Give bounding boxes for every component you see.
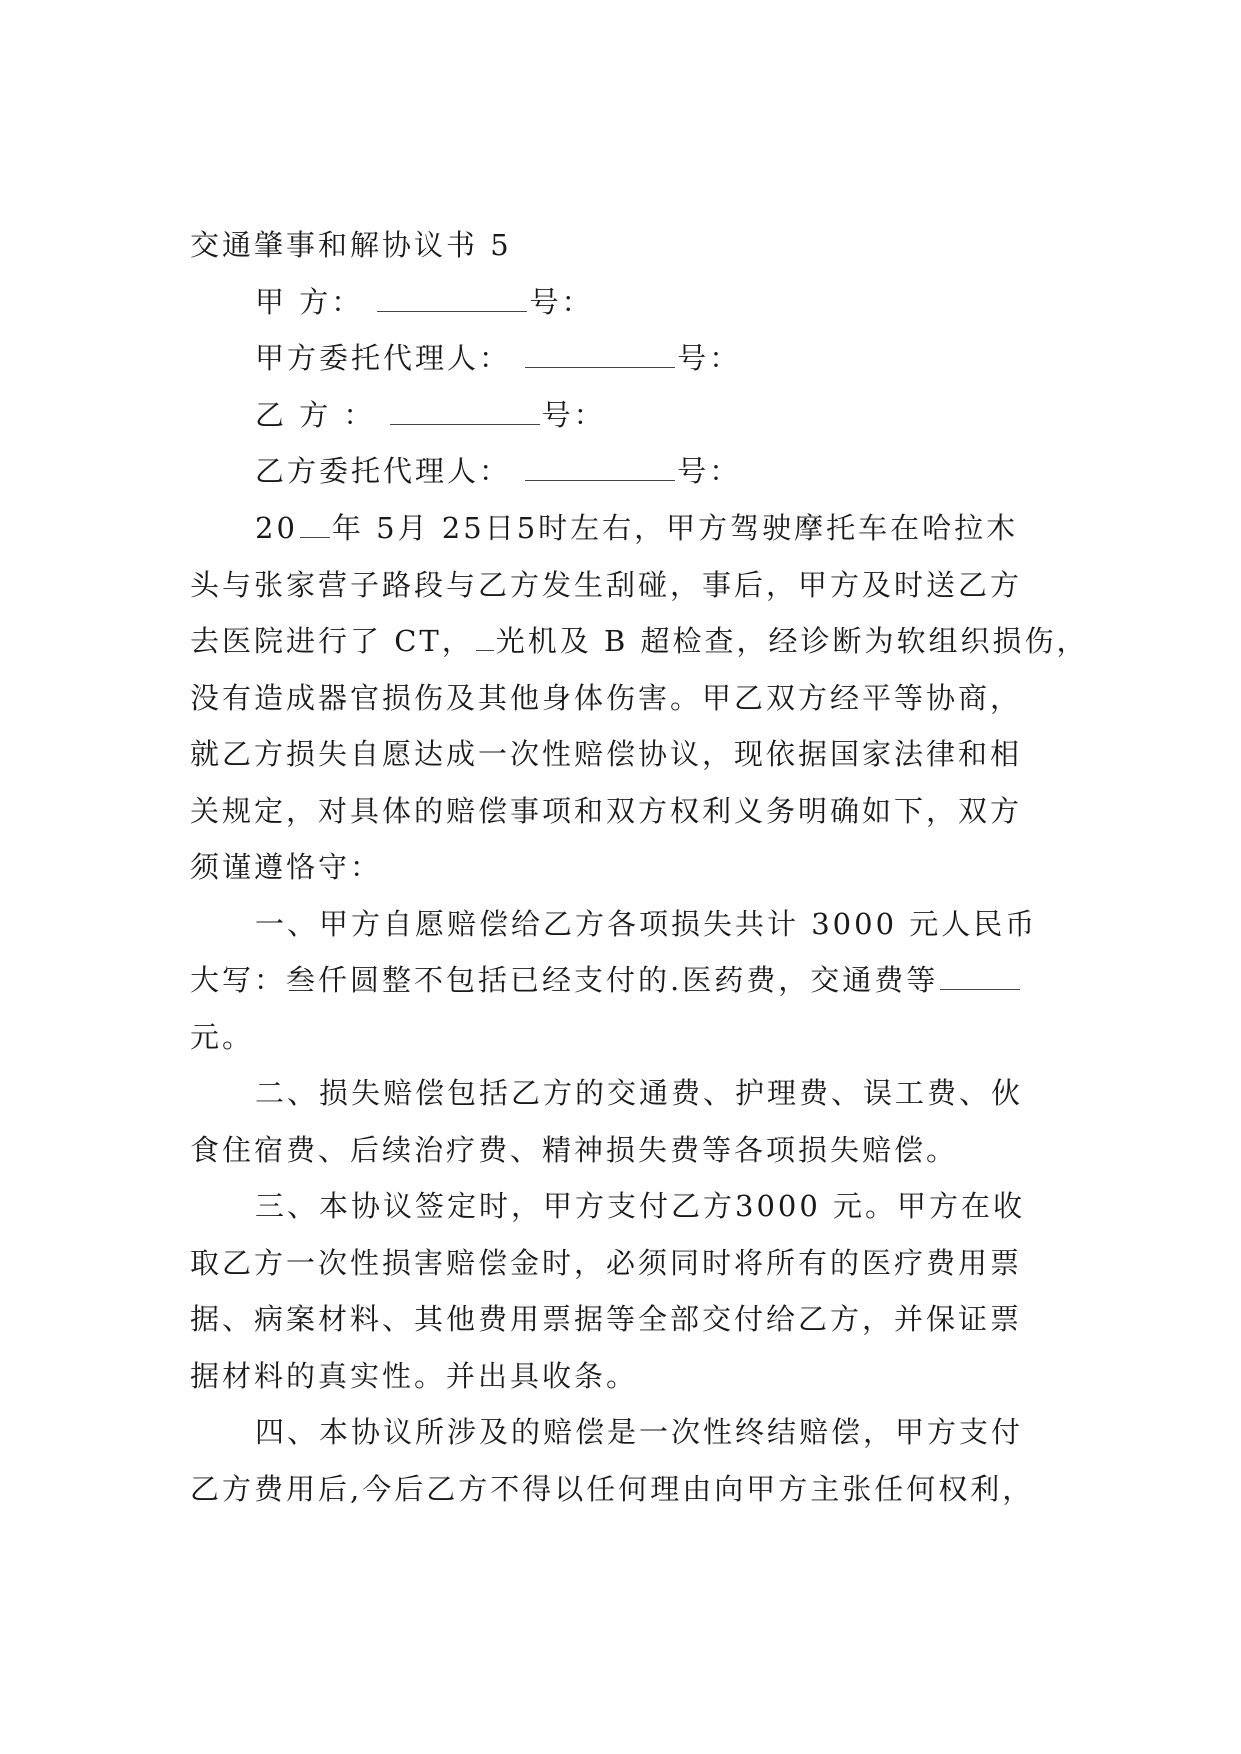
party-a-agent-line: [255, 338, 741, 378]
para4-line1: 三、本协议签定时，甲方支付乙方3000 元。甲方在收: [255, 1189, 1026, 1223]
para1-line7: 须谨遵恪守：: [190, 850, 383, 884]
xray-blank: [476, 630, 494, 651]
party-b-agent-blank: [525, 460, 675, 481]
para1-text: 20: [255, 511, 298, 545]
para1-line4: 没有造成器官损伤及其他身体伤害。甲乙双方经平等协商，: [190, 681, 1023, 715]
party-a-blank: [377, 291, 527, 312]
party-b-line: [255, 395, 606, 435]
para4-line3: 据、病案材料、其他费用票据等全部交付给乙方，并保证票: [190, 1302, 1023, 1336]
para3-line1: 二、损失赔偿包括乙方的交通费、护理费、误工费、伙: [255, 1076, 1024, 1110]
para1-text: 年 5月 25日5时左右，甲方驾驶摩托车在哈拉木: [331, 511, 1019, 545]
party-a-agent-blank: [525, 347, 675, 368]
para3-line2: 食住宿费、后续治疗费、精神损失费等各项损失赔偿。: [190, 1133, 959, 1167]
party-a-label: 甲 方：: [255, 285, 364, 319]
party-b-blank: [390, 404, 540, 425]
para2-line1: 一、甲方自愿赔偿给乙方各项损失共计 3000 元人民币: [255, 907, 1038, 941]
para1-line1: [255, 508, 1018, 548]
para2-line2: [190, 960, 1022, 1000]
party-a-agent-id-label: 号：: [677, 341, 742, 375]
para4-line2: 取乙方一次性损害赔偿金时，必须同时将所有的医疗费用票: [190, 1246, 1023, 1280]
para1-line5: 就乙方损失自愿达成一次性赔偿协议，现依据国家法律和相: [190, 737, 1023, 771]
para5-line1: 四、本协议所涉及的赔偿是一次性终结赔偿，甲方支付: [255, 1415, 1024, 1449]
party-a-agent-label: 甲方委托代理人：: [255, 341, 512, 375]
para1-text: 去医院进行了 CT，: [190, 624, 474, 658]
document-title: 交通肇事和解协议书 5: [190, 228, 512, 262]
party-b-label: 乙 方 ：: [255, 398, 376, 432]
para4-line4: 据材料的真实性。并出具收条。: [190, 1359, 639, 1393]
year-blank: [300, 517, 330, 538]
para1-line3: [190, 621, 1089, 661]
party-b-agent-id-label: 号：: [677, 454, 742, 488]
para1-text: 光机及 B 超检查，经诊断为软组织损伤，: [495, 624, 1089, 658]
party-b-agent-label: 乙方委托代理人：: [255, 454, 512, 488]
party-b-agent-line: [255, 451, 741, 491]
para1-line6: 关规定，对具体的赔偿事项和双方权利义务明确如下，双方: [190, 794, 1023, 828]
para2-line3: 元。: [190, 1020, 255, 1054]
para1-line2: 头与张家营子路段与乙方发生刮碰，事后，甲方及时送乙方: [190, 568, 1023, 602]
para2-text: 大写：叁仟圆整不包括已经支付的.医药费，交通费等: [190, 963, 939, 997]
party-a-line: [255, 282, 593, 322]
amount-blank: [940, 969, 1020, 990]
party-a-id-label: 号：: [529, 285, 594, 319]
para5-line2: 乙方费用后,今后乙方不得以任何理由向甲方主张任何权利，: [190, 1472, 1035, 1506]
party-b-id-label: 号：: [541, 398, 606, 432]
